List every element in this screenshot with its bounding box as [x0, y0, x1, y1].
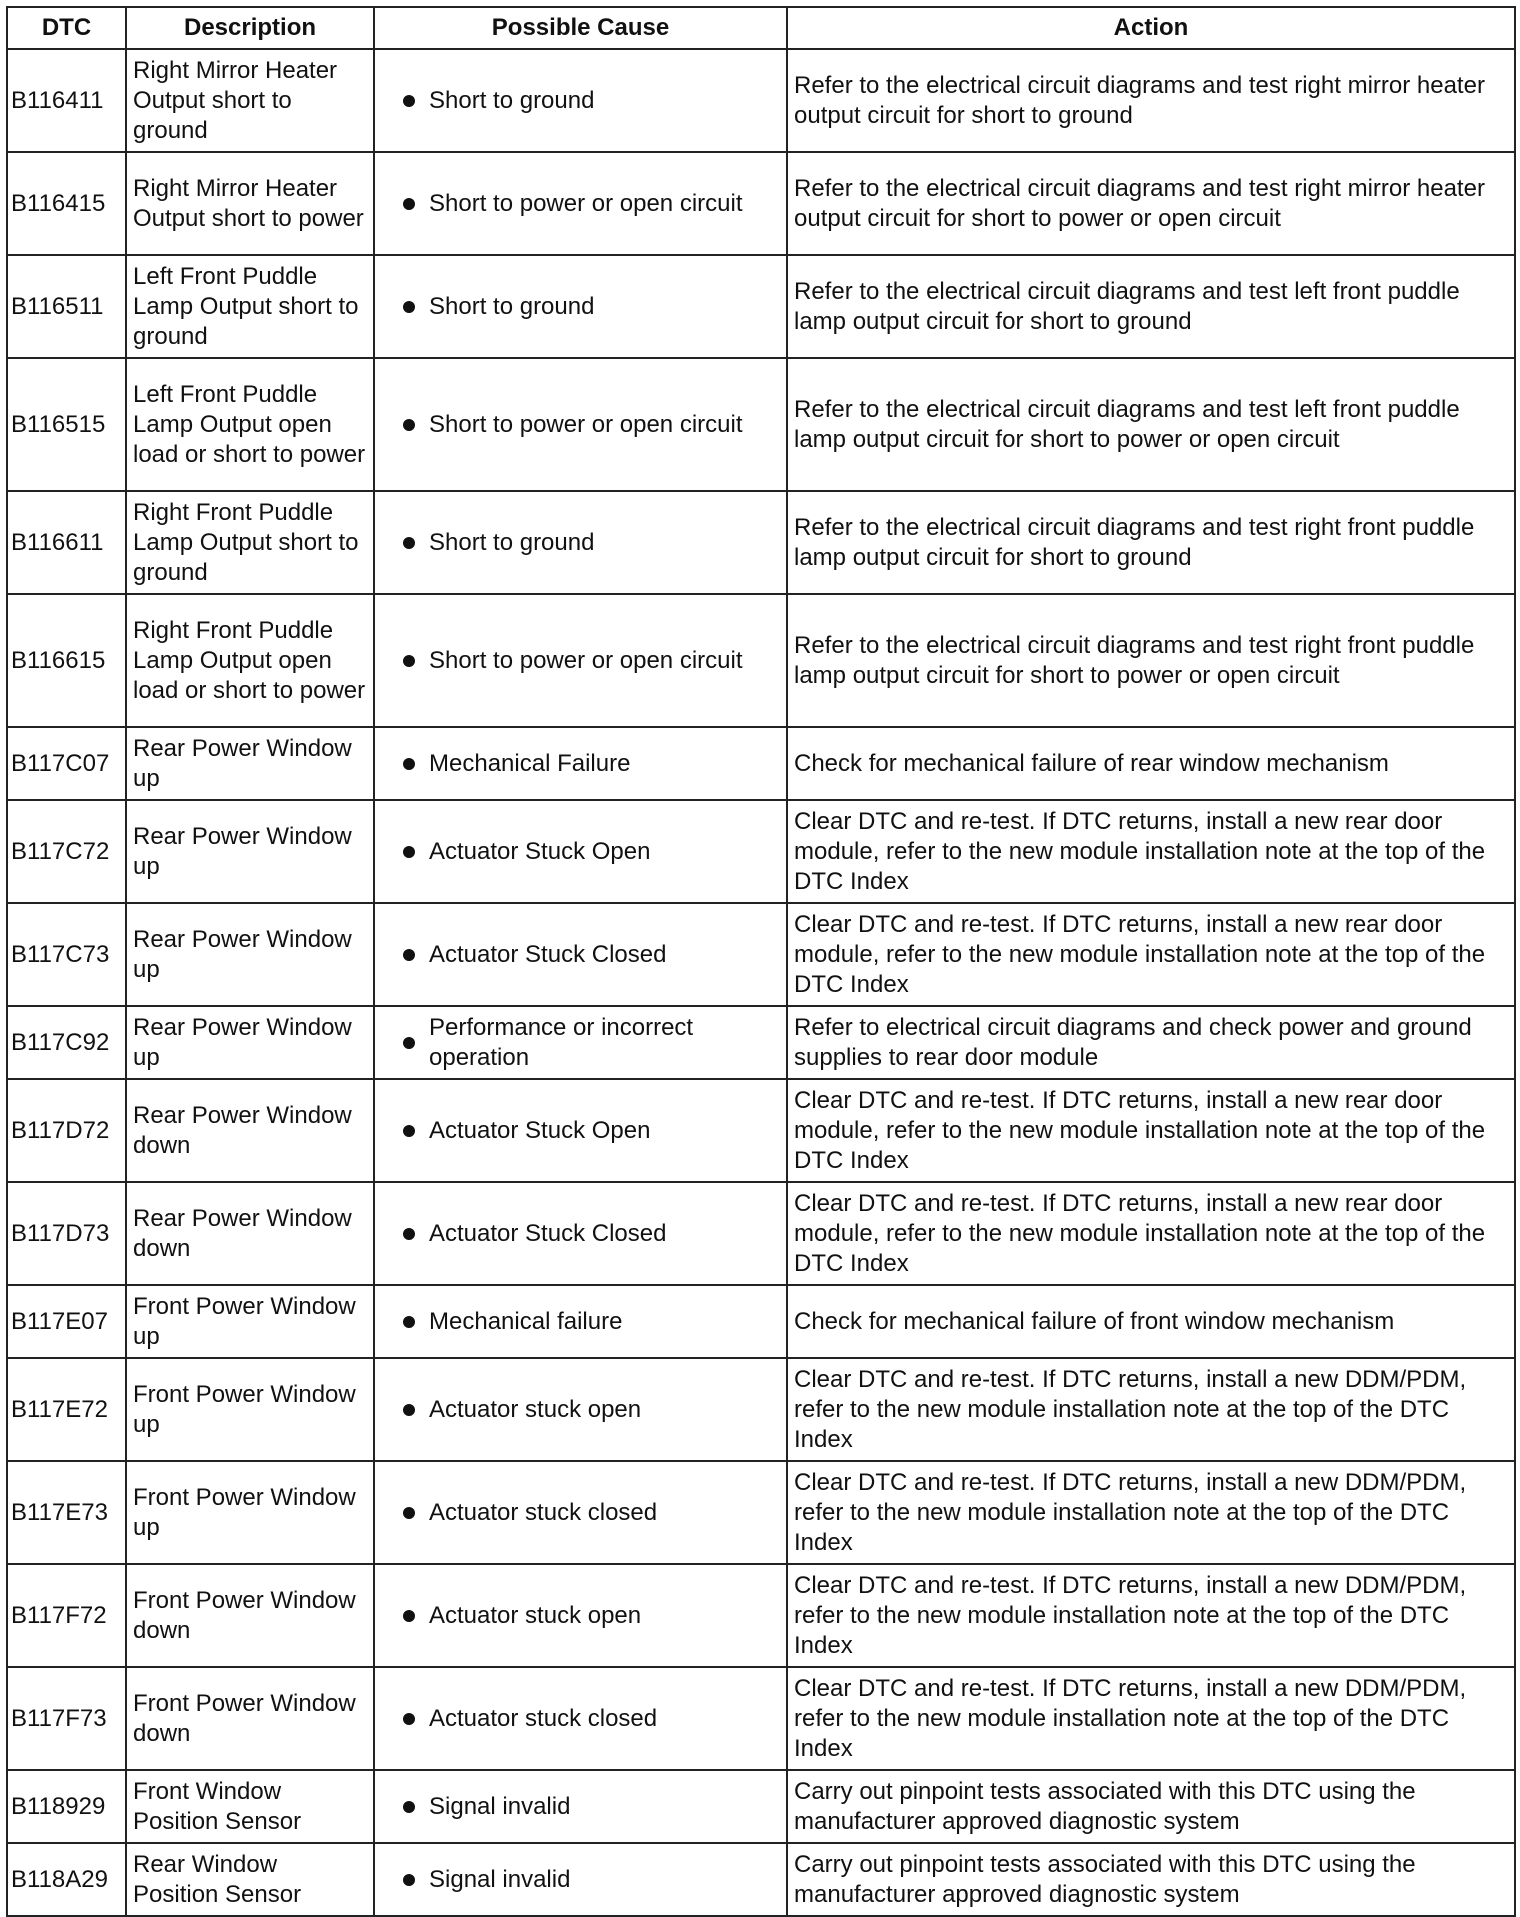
possible-cause-cell [374, 903, 787, 1006]
action-text: Refer to the electrical circuit diagrams and test right mirror heater output circuit for short to ground [787, 49, 1515, 152]
possible-cause-cell [374, 727, 787, 800]
dtc-code: B117D73 [7, 1182, 126, 1285]
dtc-table [6, 6, 1516, 1917]
header-possible-cause: Possible Cause [374, 7, 787, 49]
possible-cause-cell [374, 1006, 787, 1079]
action-text: Clear DTC and re-test. If DTC returns, install a new rear door module, refer to the new module installation note at the top of the DTC Index [787, 1182, 1515, 1285]
bullet-icon [403, 537, 415, 549]
possible-cause-text: Actuator stuck open [429, 1601, 642, 1629]
possible-cause-cell [374, 1079, 787, 1182]
bullet-icon [403, 1037, 415, 1049]
table-row [7, 49, 1515, 152]
possible-cause-text: Short to ground [429, 528, 595, 556]
dtc-description: Left Front Puddle Lamp Output short to ground [126, 255, 374, 358]
possible-cause-text: Signal invalid [429, 1792, 571, 1820]
action-text: Refer to the electrical circuit diagrams and test right front puddle lamp output circuit for short to power or open circuit [787, 594, 1515, 727]
possible-cause-text: Short to power or open circuit [429, 646, 743, 674]
possible-cause-cell [374, 255, 787, 358]
dtc-description: Left Front Puddle Lamp Output open load or short to power [126, 358, 374, 491]
dtc-code: B116415 [7, 152, 126, 255]
bullet-icon [403, 1801, 415, 1813]
action-text: Clear DTC and re-test. If DTC returns, install a new DDM/PDM, refer to the new module installation note at the top of the DTC Index [787, 1461, 1515, 1564]
dtc-code: B116611 [7, 491, 126, 594]
header-description: Description [126, 7, 374, 49]
bullet-icon [403, 1713, 415, 1725]
dtc-description: Rear Window Position Sensor [126, 1843, 374, 1916]
possible-cause-text: Mechanical failure [429, 1307, 623, 1335]
bullet-icon [403, 301, 415, 313]
possible-cause-cell [374, 1564, 787, 1667]
dtc-description: Front Power Window up [126, 1358, 374, 1461]
header-row [7, 7, 1515, 49]
dtc-code: B116515 [7, 358, 126, 491]
table-row [7, 1770, 1515, 1843]
dtc-code: B117C73 [7, 903, 126, 1006]
possible-cause-text: Signal invalid [429, 1865, 571, 1893]
dtc-code: B118A29 [7, 1843, 126, 1916]
dtc-code: B117F73 [7, 1667, 126, 1770]
action-text: Check for mechanical failure of rear window mechanism [787, 727, 1515, 800]
possible-cause-text: Actuator Stuck Open [429, 1116, 651, 1144]
possible-cause-text: Performance or incorrect operation [429, 1013, 694, 1071]
dtc-code: B117C92 [7, 1006, 126, 1079]
table-body [7, 49, 1515, 1916]
possible-cause-text: Actuator Stuck Open [429, 837, 651, 865]
dtc-code: B116411 [7, 49, 126, 152]
table-row [7, 594, 1515, 727]
table-row [7, 1006, 1515, 1079]
action-text: Clear DTC and re-test. If DTC returns, install a new DDM/PDM, refer to the new module installation note at the top of the DTC Index [787, 1358, 1515, 1461]
bullet-icon [403, 846, 415, 858]
bullet-icon [403, 95, 415, 107]
dtc-description: Front Window Position Sensor [126, 1770, 374, 1843]
dtc-description: Right Mirror Heater Output short to ground [126, 49, 374, 152]
dtc-description: Rear Power Window down [126, 1182, 374, 1285]
possible-cause-text: Actuator stuck open [429, 1395, 642, 1423]
table-row [7, 1564, 1515, 1667]
table-row [7, 255, 1515, 358]
action-text: Carry out pinpoint tests associated with this DTC using the manufacturer approved diagnostic system [787, 1770, 1515, 1843]
possible-cause-cell [374, 49, 787, 152]
action-text: Clear DTC and re-test. If DTC returns, install a new rear door module, refer to the new module installation note at the top of the DTC Index [787, 903, 1515, 1006]
bullet-icon [403, 1125, 415, 1137]
dtc-description: Right Front Puddle Lamp Output open load or short to power [126, 594, 374, 727]
table-row [7, 152, 1515, 255]
dtc-description: Front Power Window up [126, 1461, 374, 1564]
possible-cause-text: Actuator stuck closed [429, 1704, 658, 1732]
bullet-icon [403, 1404, 415, 1416]
bullet-icon [403, 1610, 415, 1622]
dtc-code: B116615 [7, 594, 126, 727]
dtc-code: B117C07 [7, 727, 126, 800]
possible-cause-cell [374, 1285, 787, 1358]
action-text: Carry out pinpoint tests associated with this DTC using the manufacturer approved diagnostic system [787, 1843, 1515, 1916]
possible-cause-text: Short to ground [429, 292, 595, 320]
possible-cause-cell [374, 491, 787, 594]
table-row [7, 358, 1515, 491]
bullet-icon [403, 1874, 415, 1886]
table-row [7, 1079, 1515, 1182]
possible-cause-cell [374, 1182, 787, 1285]
action-text: Clear DTC and re-test. If DTC returns, install a new DDM/PDM, refer to the new module installation note at the top of the DTC Index [787, 1667, 1515, 1770]
header-action: Action [787, 7, 1515, 49]
dtc-description: Rear Power Window up [126, 727, 374, 800]
bullet-icon [403, 198, 415, 210]
table-row [7, 491, 1515, 594]
dtc-description: Right Front Puddle Lamp Output short to ground [126, 491, 374, 594]
bullet-icon [403, 1316, 415, 1328]
possible-cause-cell [374, 800, 787, 903]
table-row [7, 727, 1515, 800]
dtc-code: B117E07 [7, 1285, 126, 1358]
table-row [7, 1358, 1515, 1461]
possible-cause-cell [374, 152, 787, 255]
dtc-description: Right Mirror Heater Output short to power [126, 152, 374, 255]
bullet-icon [403, 1507, 415, 1519]
table-row [7, 1667, 1515, 1770]
dtc-code: B117E72 [7, 1358, 126, 1461]
bullet-icon [403, 419, 415, 431]
dtc-description: Front Power Window down [126, 1564, 374, 1667]
dtc-description: Front Power Window up [126, 1285, 374, 1358]
bullet-icon [403, 655, 415, 667]
possible-cause-text: Short to ground [429, 86, 595, 114]
dtc-description: Rear Power Window up [126, 1006, 374, 1079]
possible-cause-cell [374, 1770, 787, 1843]
dtc-code: B118929 [7, 1770, 126, 1843]
header-dtc: DTC [7, 7, 126, 49]
possible-cause-cell [374, 594, 787, 727]
possible-cause-cell [374, 358, 787, 491]
possible-cause-text: Mechanical Failure [429, 749, 631, 777]
dtc-code: B117E73 [7, 1461, 126, 1564]
action-text: Refer to electrical circuit diagrams and check power and ground supplies to rear door module [787, 1006, 1515, 1079]
possible-cause-cell [374, 1461, 787, 1564]
bullet-icon [403, 949, 415, 961]
dtc-description: Rear Power Window up [126, 903, 374, 1006]
action-text: Check for mechanical failure of front window mechanism [787, 1285, 1515, 1358]
possible-cause-cell [374, 1358, 787, 1461]
possible-cause-cell [374, 1667, 787, 1770]
action-text: Refer to the electrical circuit diagrams and test left front puddle lamp output circuit for short to power or open circuit [787, 358, 1515, 491]
action-text: Refer to the electrical circuit diagrams and test right mirror heater output circuit for short to power or open circuit [787, 152, 1515, 255]
dtc-description: Rear Power Window up [126, 800, 374, 903]
bullet-icon [403, 758, 415, 770]
possible-cause-text: Actuator Stuck Closed [429, 940, 667, 968]
action-text: Clear DTC and re-test. If DTC returns, install a new DDM/PDM, refer to the new module installation note at the top of the DTC Index [787, 1564, 1515, 1667]
dtc-code: B117C72 [7, 800, 126, 903]
dtc-code: B116511 [7, 255, 126, 358]
table-row [7, 800, 1515, 903]
dtc-description: Front Power Window down [126, 1667, 374, 1770]
table-row [7, 1461, 1515, 1564]
action-text: Refer to the electrical circuit diagrams and test right front puddle lamp output circuit for short to ground [787, 491, 1515, 594]
action-text: Clear DTC and re-test. If DTC returns, install a new rear door module, refer to the new module installation note at the top of the DTC Index [787, 800, 1515, 903]
dtc-code: B117D72 [7, 1079, 126, 1182]
table-row [7, 1285, 1515, 1358]
possible-cause-text: Actuator stuck closed [429, 1498, 658, 1526]
table-row [7, 1182, 1515, 1285]
possible-cause-cell [374, 1843, 787, 1916]
bullet-icon [403, 1228, 415, 1240]
action-text: Clear DTC and re-test. If DTC returns, install a new rear door module, refer to the new module installation note at the top of the DTC Index [787, 1079, 1515, 1182]
table-row [7, 903, 1515, 1006]
table-row [7, 1843, 1515, 1916]
possible-cause-text: Actuator Stuck Closed [429, 1219, 667, 1247]
dtc-code: B117F72 [7, 1564, 126, 1667]
dtc-description: Rear Power Window down [126, 1079, 374, 1182]
possible-cause-text: Short to power or open circuit [429, 410, 743, 438]
action-text: Refer to the electrical circuit diagrams and test left front puddle lamp output circuit for short to ground [787, 255, 1515, 358]
possible-cause-text: Short to power or open circuit [429, 189, 743, 217]
